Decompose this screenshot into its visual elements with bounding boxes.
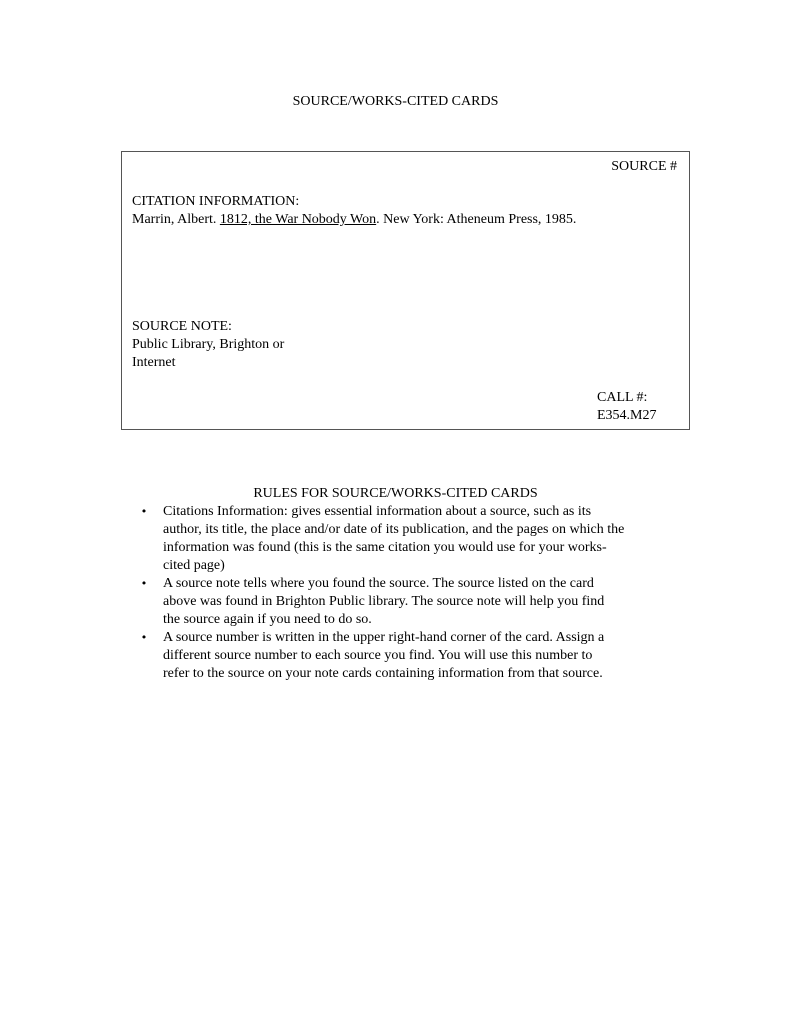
rule-line: the source again if you need to do so. <box>163 612 372 627</box>
source-note-line: Public Library, Brighton or <box>132 337 285 352</box>
rule-citation-information <box>137 503 677 575</box>
rule-line: refer to the source on your note cards containing information from that source. <box>163 666 603 681</box>
citation-heading: CITATION INFORMATION: <box>132 194 300 209</box>
citation-text <box>132 211 576 229</box>
rule-line: A source number is written in the upper right-hand corner of the card. Assign a <box>163 630 605 645</box>
rule-source-note <box>137 575 677 629</box>
bullet-icon: • <box>140 577 148 590</box>
call-number-label: CALL #: <box>597 390 648 405</box>
bullet-icon: • <box>140 631 148 644</box>
rule-source-number <box>137 629 677 683</box>
citation-book-title: 1812, the War Nobody Won <box>219 212 377 227</box>
citation-author: Marrin, Albert. <box>132 212 220 227</box>
rules-title: RULES FOR SOURCE/WORKS-CITED CARDS <box>253 486 538 501</box>
source-note-heading: SOURCE NOTE: <box>132 319 232 334</box>
page-title: SOURCE/WORKS-CITED CARDS <box>292 94 499 109</box>
source-number-label: SOURCE # <box>611 159 677 174</box>
bullet-icon: • <box>140 505 148 518</box>
citation-publication: . New York: Atheneum Press, 1985. <box>376 212 577 227</box>
rule-line: A source note tells where you found the source. The source listed on the card <box>163 576 594 591</box>
call-number-value: E354.M27 <box>597 408 657 423</box>
rules-list <box>137 503 677 683</box>
rule-line: above was found in Brighton Public library. The source note will help you find <box>163 594 605 609</box>
source-card <box>121 151 690 430</box>
rule-line: Citations Information: gives essential information about a source, such as its <box>163 504 592 519</box>
source-note-line: Internet <box>132 355 176 370</box>
rule-line: different source number to each source you find. You will use this number to <box>163 648 593 663</box>
rule-line: information was found (this is the same citation you would use for your works- <box>163 540 607 555</box>
rule-line: cited page) <box>163 558 225 573</box>
rule-line: author, its title, the place and/or date of its publication, and the pages on which the <box>163 522 625 537</box>
